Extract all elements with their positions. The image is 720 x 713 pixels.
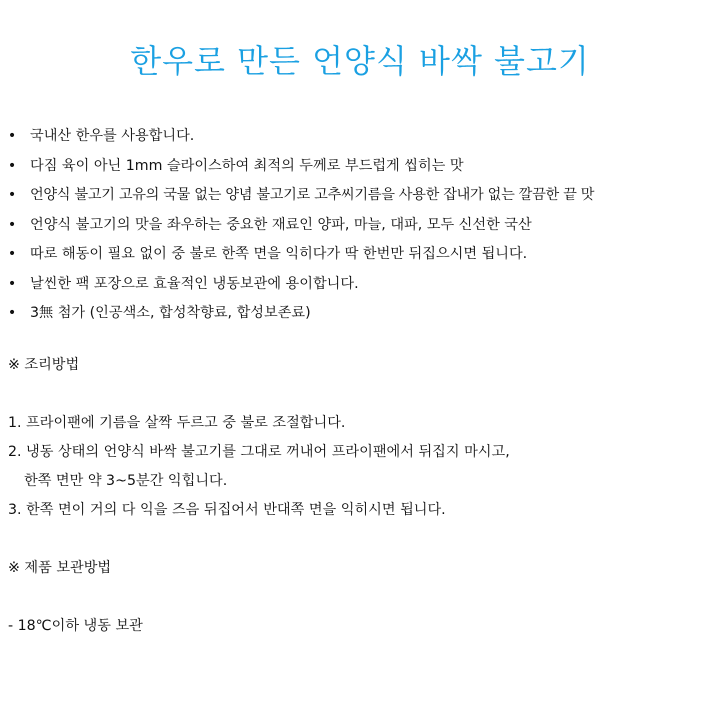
feature-list — [6, 122, 716, 329]
list-item — [6, 152, 716, 182]
cooking-steps — [8, 409, 712, 525]
page-title: 한우로 만든 언양식 바싹 불고기 — [130, 42, 590, 81]
bullet-icon: • — [7, 305, 17, 321]
cooking-heading: ※ 조리방법 — [8, 357, 80, 373]
feature-text: 국내산 한우를 사용합니다. — [30, 128, 195, 144]
list-item — [6, 181, 716, 211]
feature-text: 3無 첨가 (인공색소, 합성착향료, 합성보존료) — [30, 305, 311, 321]
storage-heading: ※ 제품 보관방법 — [8, 560, 112, 576]
bullet-icon: • — [7, 157, 17, 174]
cooking-step: 3. 한쪽 면이 거의 다 익을 즈음 뒤집어서 반대쪽 면을 익히시면 됩니다. — [8, 502, 446, 518]
list-item — [6, 211, 716, 241]
cooking-step: 1. 프라이팬에 기름을 살짝 두르고 중 불로 조절합니다. — [8, 415, 346, 431]
cooking-step: 2. 냉동 상태의 언양식 바싹 불고기를 그대로 꺼내어 프라이팬에서 뒤집지 마시고, — [8, 444, 510, 460]
bullet-icon: • — [7, 128, 17, 144]
bullet-icon: • — [7, 275, 17, 292]
storage-line: - 18℃이하 냉동 보관 — [8, 618, 143, 634]
bullet-icon: • — [7, 216, 17, 233]
list-item — [6, 270, 716, 300]
bullet-icon: • — [7, 246, 17, 262]
cooking-step-continued: 한쪽 면만 약 3~5분간 익힙니다. — [24, 473, 228, 489]
list-item — [6, 122, 716, 152]
feature-text: 날씬한 팩 포장으로 효율적인 냉동보관에 용이합니다. — [30, 275, 359, 292]
list-item — [6, 240, 716, 270]
list-item — [6, 299, 716, 329]
feature-text: 다짐 육이 아닌 1mm 슬라이스하여 최적의 두께로 부드럽게 씹히는 맛 — [30, 157, 464, 174]
bullet-icon: • — [7, 187, 17, 203]
feature-text: 따로 해동이 필요 없이 중 불로 한쪽 면을 익히다가 딱 한번만 뒤집으시면 됩니다. — [30, 246, 528, 262]
feature-text: 언양식 불고기의 맛을 좌우하는 중요한 재료인 양파, 마늘, 대파, 모두 신선한 국산 — [30, 216, 532, 233]
feature-text: 언양식 불고기 고유의 국물 없는 양념 불고기로 고추씨기름을 사용한 잡내가 없는 깔끔한 끝 맛 — [30, 187, 595, 203]
